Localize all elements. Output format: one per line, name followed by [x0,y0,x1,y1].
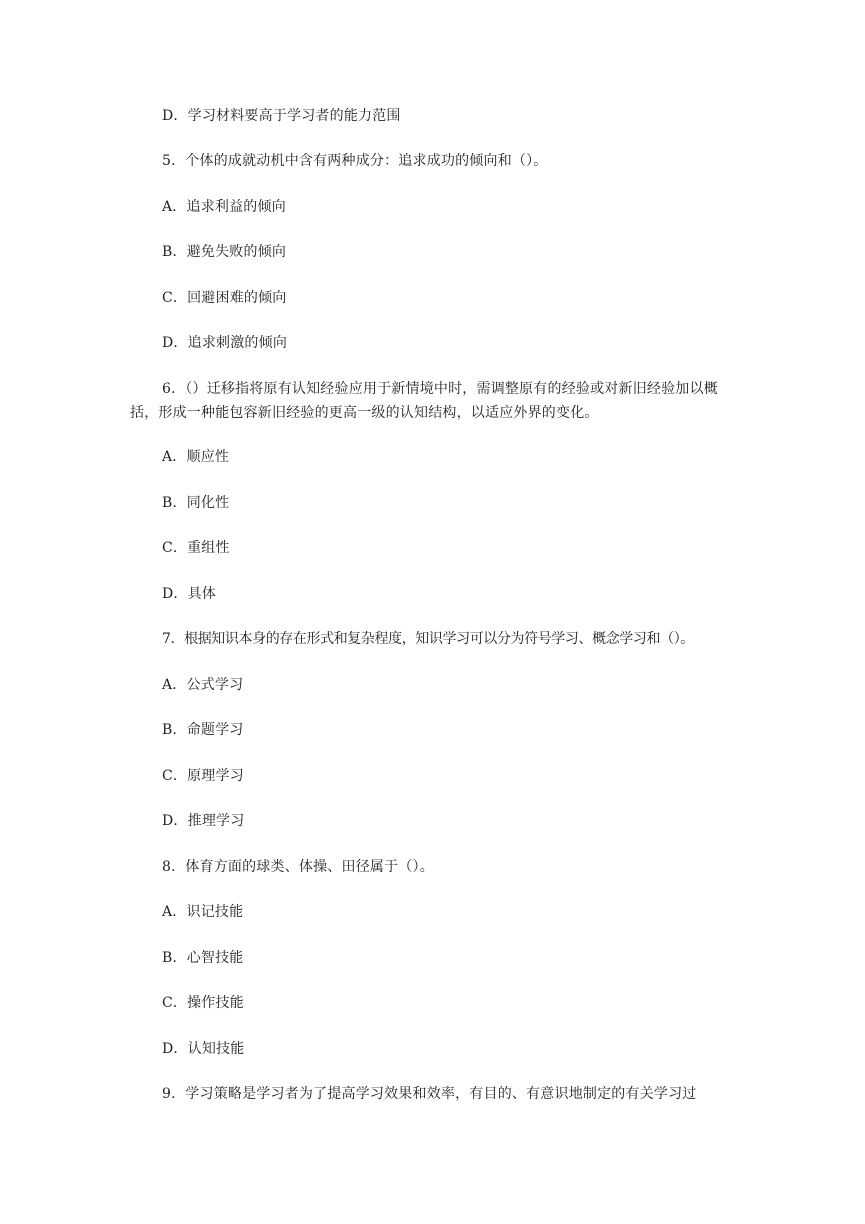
option-line: A．公式学习 [162,677,244,693]
option-line: D．认知技能 [162,1041,245,1057]
option-line: A．顺应性 [162,449,230,465]
option-line: C．操作技能 [162,995,244,1011]
question-line: 8．体育方面的球类、体操、田径属于（）。 [162,859,434,875]
option-line: B．避免失败的倾向 [162,244,287,260]
option-line: D．学习材料要高于学习者的能力范围 [162,108,401,124]
option-line: A．追求利益的倾向 [162,199,286,215]
option-line: A．识记技能 [162,904,244,920]
option-line: B．心智技能 [162,950,244,966]
option-line: D．追求刺激的倾向 [162,335,288,351]
question-line: 7．根据知识本身的存在形式和复杂程度，知识学习可以分为符号学习、概念学习和（）。 [162,631,694,647]
question-line: 5．个体的成就动机中含有两种成分：追求成功的倾向和（）。 [162,153,548,169]
question-line: 9．学习策略是学习者为了提高学习效果和效率，有目的、有意识地制定的有关学习过 [162,1086,697,1102]
question-line: 6．（）迁移指将原有认知经验应用于新情境中时，需调整原有的经验或对新旧经验加以概括，形成一种能包容新旧经验的更高一级的认知结构，以适应外界的变化。 [130,381,718,421]
option-line: C．原理学习 [162,768,244,784]
option-line: D．推理学习 [162,813,245,829]
option-line: C．重组性 [162,540,230,556]
option-line: D．具体 [162,586,217,602]
option-line: B．命题学习 [162,722,244,738]
option-line: C．回避困难的倾向 [162,290,287,306]
option-line: B．同化性 [162,495,230,511]
